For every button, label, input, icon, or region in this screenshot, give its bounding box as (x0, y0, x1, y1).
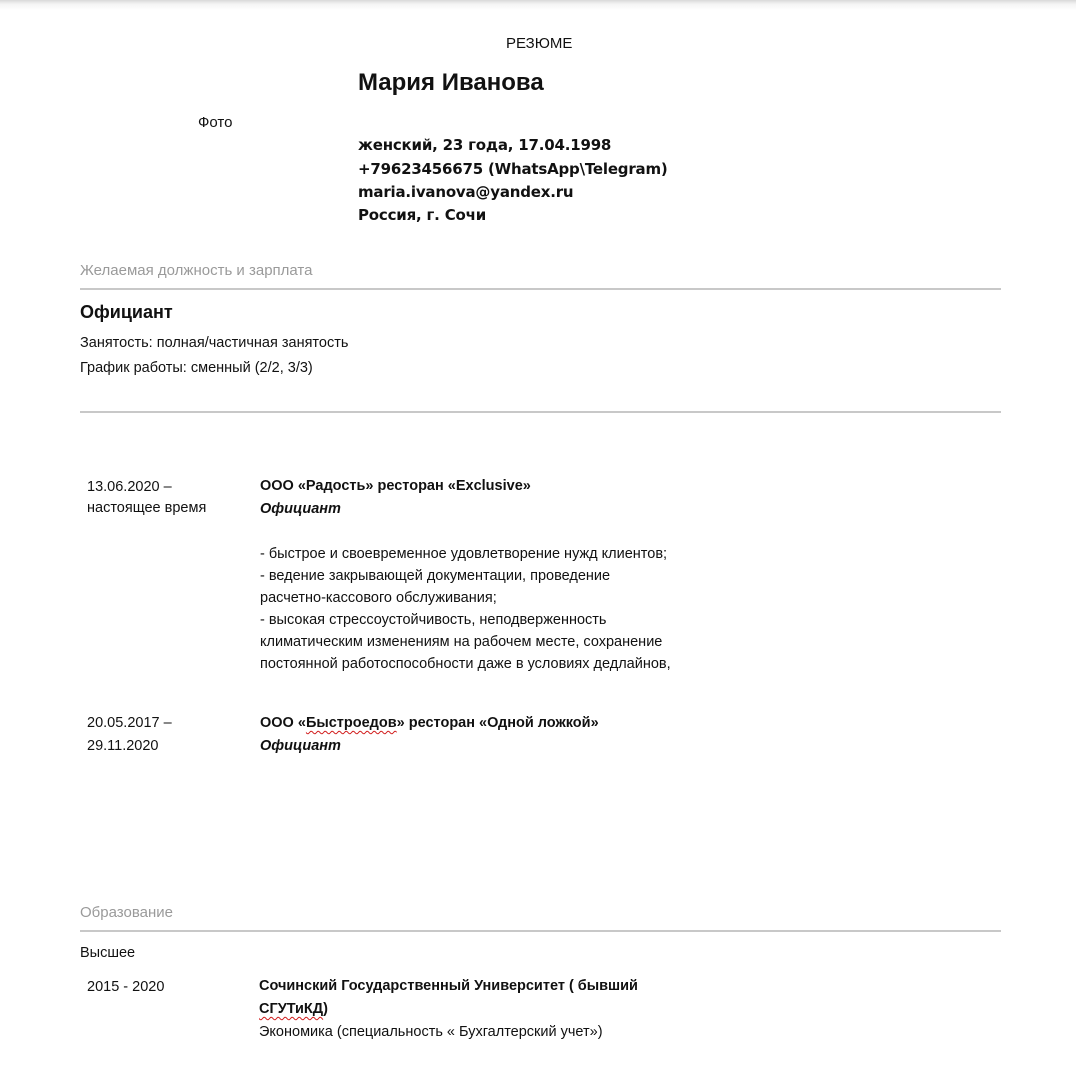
job-period-start: 20.05.2017 – (87, 715, 172, 731)
job-company (260, 715, 599, 731)
job-company: ООО «Радость» ресторан «Exclusive» (260, 478, 531, 494)
section-divider (80, 930, 1001, 932)
education-level: Высшее (80, 945, 136, 961)
job-role: Официант (260, 501, 341, 517)
location: Россия, г. Сочи (358, 206, 487, 224)
personal-info: женский, 23 года, 17.04.1998 (358, 136, 612, 154)
job-period-end: настоящее время (87, 500, 207, 516)
job-company-prefix: ООО « (260, 715, 306, 731)
work-schedule: График работы: сменный (2/2, 3/3) (80, 360, 313, 376)
employment-type: Занятость: полная/частичная занятость (80, 335, 349, 351)
email-address: maria.ivanova@yandex.ru (358, 183, 574, 201)
document-top-edge (0, 0, 1076, 10)
section-divider (80, 288, 1001, 290)
job-duty-line: - быстрое и своевременное удовлетворение нужд клиентов; (260, 546, 668, 562)
education-specialty: Экономика (специальность « Бухгалтерский учет») (259, 1024, 603, 1040)
job-period-start: 13.06.2020 – (87, 479, 172, 495)
job-company-suffix: » ресторан «Одной ложкой» (396, 715, 599, 731)
job-duty-line: климатическим изменениям на рабочем месте, сохранение (260, 634, 663, 650)
education-institution-continued (259, 1001, 328, 1017)
resume-heading: РЕЗЮМЕ (506, 35, 573, 52)
phone-number: +79623456675 (WhatsApp\Telegram) (358, 160, 668, 178)
spellcheck-flagged-word[interactable]: Быстроедов (305, 715, 397, 731)
photo-placeholder: Фото (198, 114, 233, 131)
desired-position-title: Официант (80, 302, 173, 322)
job-role: Официант (260, 738, 341, 754)
institution-closing-paren: ) (323, 1001, 328, 1017)
education-years: 2015 - 2020 (87, 979, 165, 995)
education-section-label: Образование (80, 904, 173, 921)
job-duty-line: - ведение закрывающей документации, проведение (260, 568, 611, 584)
spellcheck-flagged-word[interactable]: СГУТиКД (259, 1001, 324, 1017)
job-duty-line: расчетно-кассового обслуживания; (260, 590, 497, 606)
person-name: Мария Иванова (358, 69, 544, 96)
section-divider (80, 411, 1001, 413)
desired-position-section-label: Желаемая должность и зарплата (80, 262, 313, 279)
job-period-end: 29.11.2020 (87, 738, 159, 754)
job-duty-line: постоянной работоспособности даже в условиях дедлайнов, (260, 656, 671, 672)
job-duty-line: - высокая стрессоустойчивость, неподверженность (260, 612, 607, 628)
education-institution: Сочинский Государственный Университет ( бывший (259, 978, 638, 994)
